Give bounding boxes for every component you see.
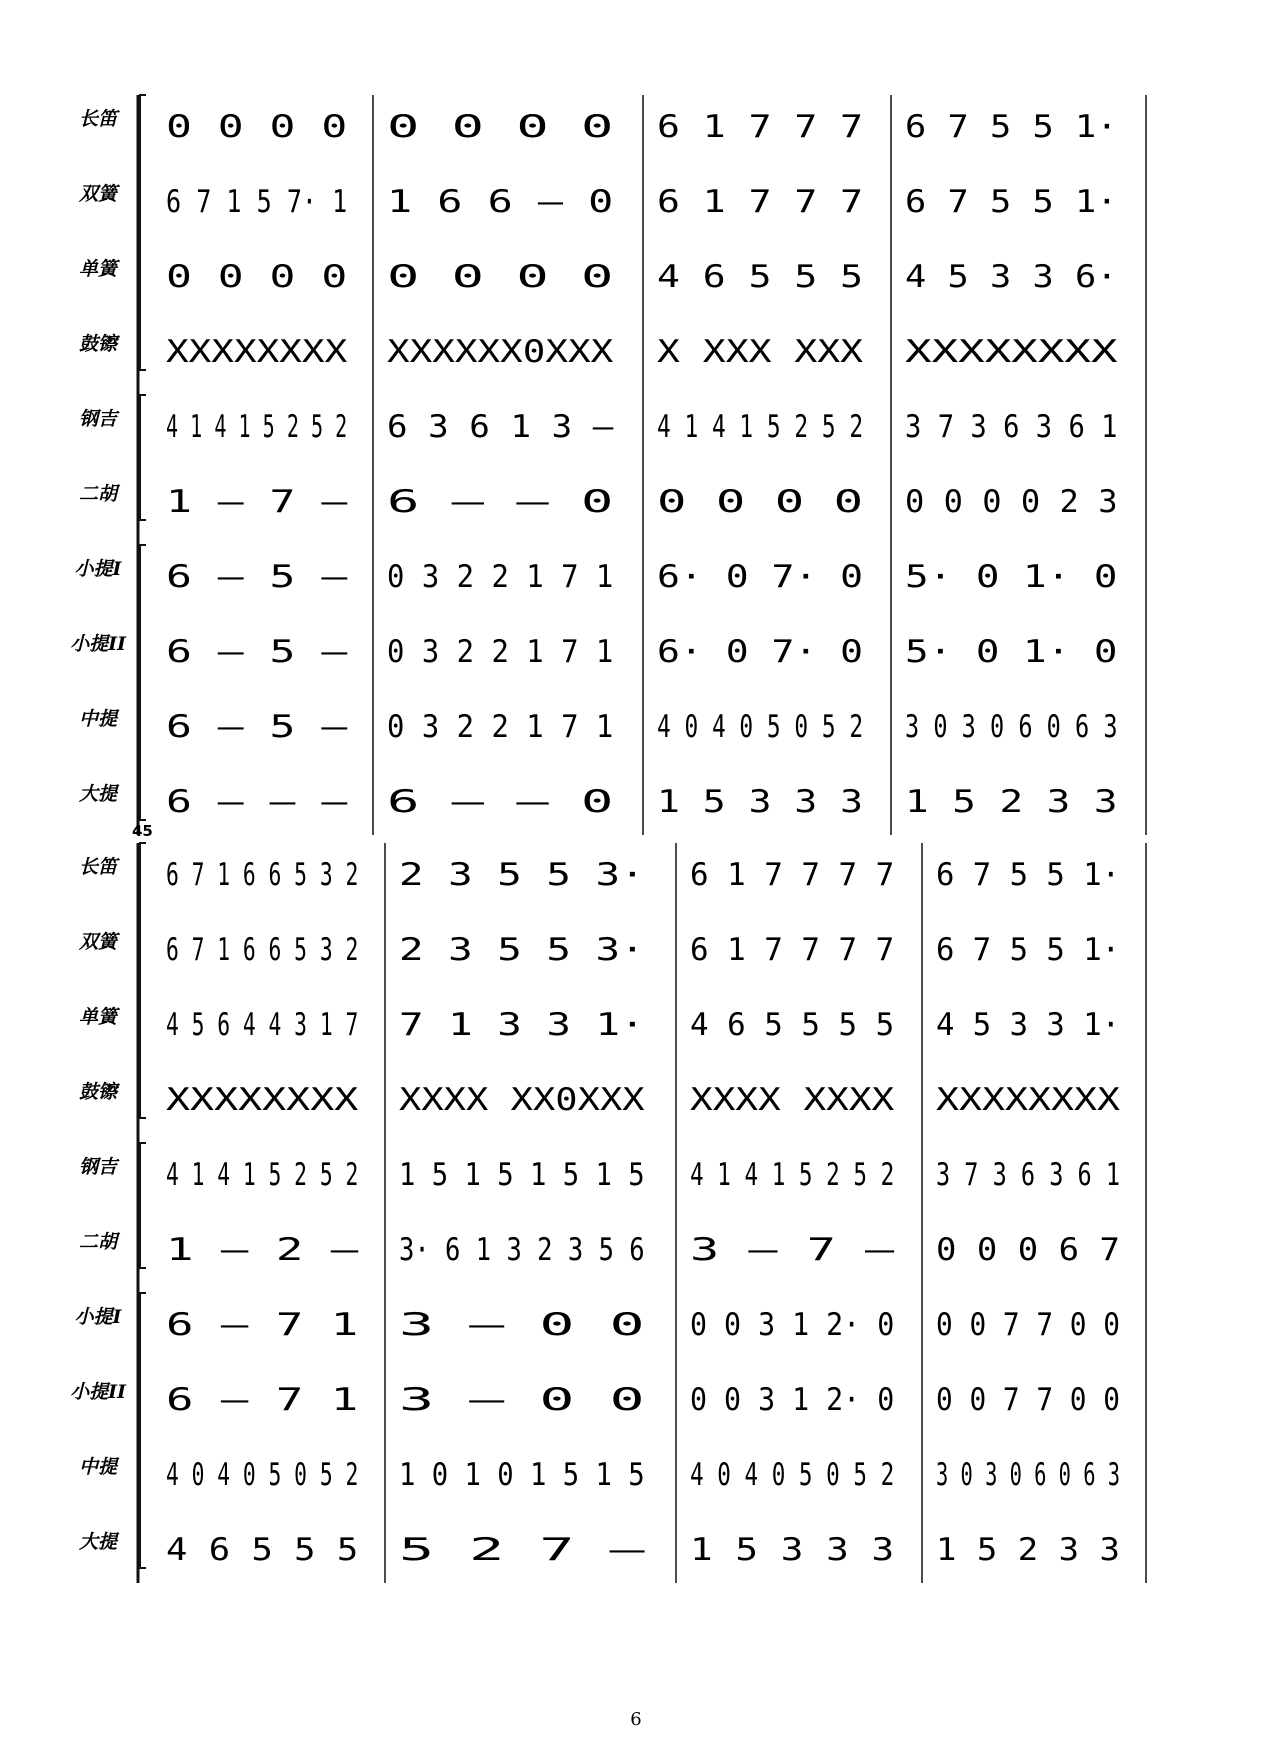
group-brace: [140, 1293, 146, 1568]
measure-notes: 1 5 3 3 3: [657, 784, 864, 820]
measure-notes: 4 5 3 3 1·: [936, 1007, 1120, 1043]
measure-notes: 3 7 3 6 3 6 1: [905, 409, 1118, 445]
measure-notes: X XXX XXX: [657, 334, 864, 370]
measure-notes: 1 6 6 — 0: [387, 184, 614, 220]
instrument-label: 双簧: [78, 931, 118, 953]
group-brace: [140, 843, 146, 1118]
measure-notes: 1 5 2 3 3: [936, 1532, 1120, 1568]
measure-notes: XXXXXXXX: [936, 1082, 1121, 1118]
measure-notes: 0 0 0 6 7: [936, 1232, 1120, 1268]
measure-notes: 4 1 4 1 5 2 5 2: [690, 1157, 895, 1193]
instrument-label: 钢吉: [78, 1156, 118, 1178]
measure-notes: 6 7 5 5 1·: [905, 109, 1118, 145]
measure-notes: 5 2 7 —: [399, 1532, 646, 1568]
measure-notes: 3 — 0 0: [399, 1307, 645, 1343]
measure-notes: 6 — 7 1: [166, 1382, 359, 1418]
measure-notes: 5· 0 1· 0: [905, 634, 1118, 670]
measure-notes: 6 — 5 —: [166, 634, 348, 670]
instrument-label: 大提: [78, 783, 118, 805]
measure-notes: 1 5 3 3 3: [690, 1532, 895, 1568]
measure-notes: 6 1 7 7 7: [657, 109, 864, 145]
measure-notes: 0 3 2 2 1 7 1: [387, 559, 614, 595]
instrument-label: 双簧: [78, 183, 118, 205]
measure-notes: 2 3 5 5 3·: [399, 857, 645, 893]
measure-notes: 6· 0 7· 0: [657, 559, 864, 595]
measure-notes: 3· 6 1 3 2 3 5 6: [399, 1232, 645, 1268]
measure-notes: 6 1 7 7 7 7: [690, 857, 895, 893]
measure-notes: 3 — 7 —: [690, 1232, 895, 1268]
measure-notes: XXXX XXXX: [690, 1082, 895, 1118]
instrument-label: 中提: [78, 1456, 118, 1478]
measure-notes: 1 — 2 —: [166, 1232, 359, 1268]
measure-notes: 5· 0 1· 0: [905, 559, 1118, 595]
measure-notes: 0 0 0 0: [657, 484, 864, 520]
measure-notes: 0 0 3 1 2· 0: [690, 1307, 895, 1343]
measure-notes: 4 1 4 1 5 2 5 2: [166, 1157, 359, 1193]
instrument-label: 大提: [78, 1531, 118, 1553]
measure-notes: 6 7 5 5 1·: [936, 857, 1120, 893]
measure-notes: 4 1 4 1 5 2 5 2: [657, 409, 864, 445]
instrument-label: 二胡: [78, 1231, 118, 1253]
measure-notes: 3 0 3 0 6 0 6 3: [936, 1457, 1120, 1493]
group-brace: [140, 1143, 146, 1268]
instrument-label: 钢吉: [78, 408, 118, 430]
instrument-label: 二胡: [78, 483, 118, 505]
measure-notes: 1 5 2 3 3: [905, 784, 1118, 820]
instrument-label: 长笛: [78, 856, 118, 878]
group-brace: [140, 545, 146, 820]
measure-notes: 0 0 0 0: [387, 259, 614, 295]
measure-notes: XXXXXXXX: [905, 334, 1118, 370]
measure-notes: XXXX XX0XXX: [399, 1082, 646, 1118]
measure-notes: 4 6 5 5 5: [166, 1532, 359, 1568]
measure-notes: 4 6 5 5 5 5: [690, 1007, 895, 1043]
measure-notes: 4 1 4 1 5 2 5 2: [166, 409, 348, 445]
measure-notes: 0 0 3 1 2· 0: [690, 1382, 895, 1418]
measure-notes: 4 0 4 0 5 0 5 2: [690, 1457, 895, 1493]
measure-notes: 6 7 5 5 1·: [905, 184, 1118, 220]
measure-notes: 0 0 0 0 2 3: [905, 484, 1118, 520]
measure-notes: 6 — — 0: [387, 784, 614, 820]
instrument-label: 单簧: [78, 258, 118, 280]
measure-number: 45: [132, 822, 153, 840]
measure-notes: 4 0 4 0 5 0 5 2: [166, 1457, 359, 1493]
instrument-label: 中提: [78, 708, 118, 730]
measure-notes: 3 0 3 0 6 0 6 3: [905, 709, 1118, 745]
measure-notes: 6 — 5 —: [166, 709, 348, 745]
measure-notes: 4 5 6 4 4 3 1 7: [166, 1007, 359, 1043]
measure-notes: 3 — 0 0: [399, 1382, 645, 1418]
instrument-label: 单簧: [78, 1006, 118, 1028]
measure-notes: 6 — 5 —: [166, 559, 348, 595]
measure-notes: 6 7 1 5 7· 1: [166, 184, 348, 220]
measure-notes: 0 0 0 0: [166, 259, 348, 295]
measure-notes: 6 7 1 6 6 5 3 2: [166, 857, 359, 893]
instrument-label: 长笛: [78, 108, 118, 130]
measure-notes: 6· 0 7· 0: [657, 634, 864, 670]
measure-notes: XXXXXXXX: [166, 1082, 359, 1118]
measure-notes: 1 5 1 5 1 5 1 5: [399, 1157, 645, 1193]
measure-notes: 6 7 5 5 1·: [936, 932, 1120, 968]
measure-notes: 2 3 5 5 3·: [399, 932, 645, 968]
page-number: 6: [630, 1709, 642, 1730]
measure-notes: 0 3 2 2 1 7 1: [387, 709, 614, 745]
measure-notes: XXXXXX0XXX: [387, 334, 614, 370]
measure-notes: 0 0 0 0: [387, 109, 614, 145]
measure-notes: 4 5 3 3 6·: [905, 259, 1118, 295]
measure-notes: 6 — 7 1: [166, 1307, 359, 1343]
group-brace: [140, 95, 146, 370]
instrument-label: 小提II: [70, 633, 126, 655]
measure-notes: 6 3 6 1 3 —: [387, 409, 614, 445]
measure-notes: 6 1 7 7 7 7: [690, 932, 895, 968]
measure-notes: 0 0 0 0: [166, 109, 348, 145]
measure-notes: 7 1 3 3 1·: [399, 1007, 645, 1043]
instrument-label: 鼓镲: [78, 333, 118, 355]
measure-notes: 0 0 7 7 0 0: [936, 1382, 1120, 1418]
measure-notes: 0 0 7 7 0 0: [936, 1307, 1120, 1343]
instrument-label: 小提I: [74, 558, 122, 580]
measure-notes: 6 — — —: [166, 784, 348, 820]
measure-notes: 1 0 1 0 1 5 1 5: [399, 1457, 645, 1493]
measure-notes: 4 6 5 5 5: [657, 259, 864, 295]
instrument-label: 鼓镲: [78, 1081, 118, 1103]
group-brace: [140, 395, 146, 520]
measure-notes: 3 7 3 6 3 6 1: [936, 1157, 1120, 1193]
measure-notes: 0 3 2 2 1 7 1: [387, 634, 614, 670]
measure-notes: 1 — 7 —: [166, 484, 348, 520]
measure-notes: 4 0 4 0 5 0 5 2: [657, 709, 864, 745]
instrument-label: 小提II: [70, 1381, 126, 1403]
instrument-label: 小提I: [74, 1306, 122, 1328]
measure-notes: 6 7 1 6 6 5 3 2: [166, 932, 359, 968]
measure-notes: XXXXXXXX: [166, 334, 348, 370]
measure-notes: 6 1 7 7 7: [657, 184, 864, 220]
measure-notes: 6 — — 0: [387, 484, 614, 520]
